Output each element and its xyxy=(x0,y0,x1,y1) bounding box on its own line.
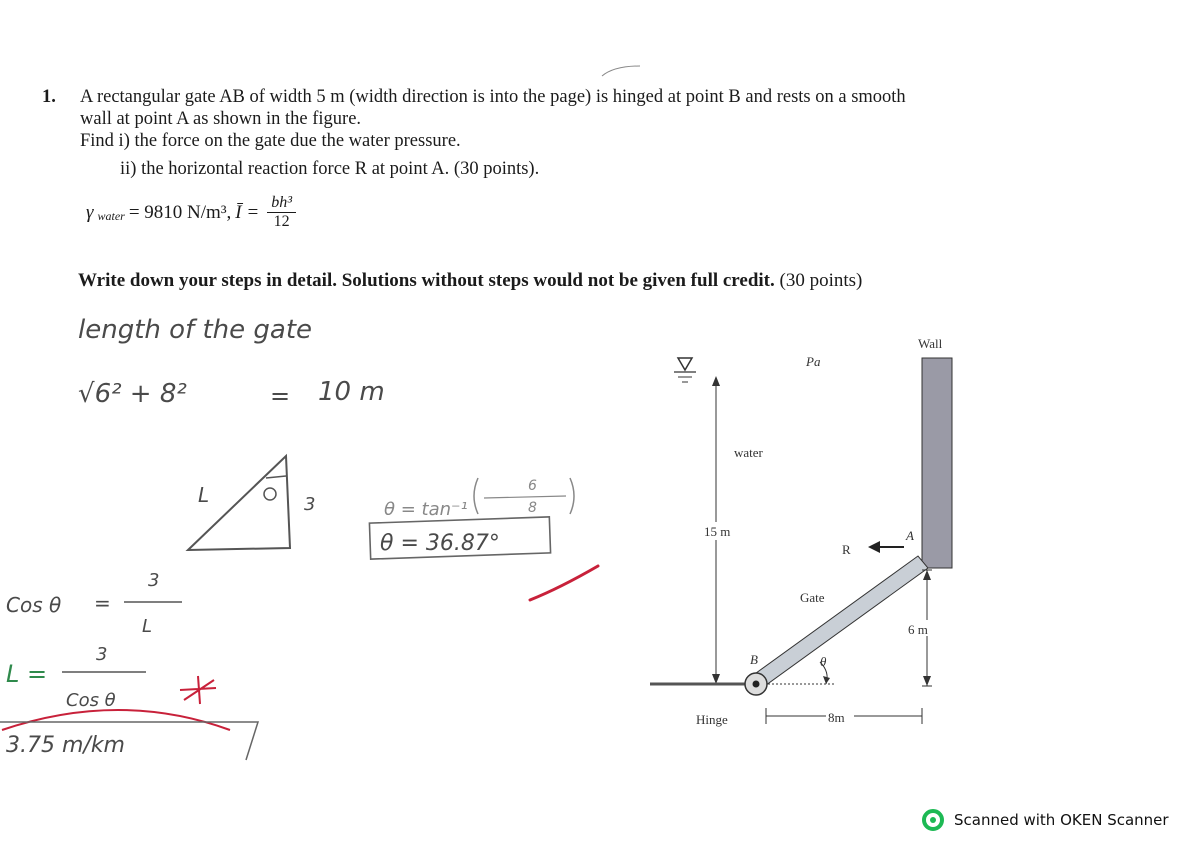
gate-label: Gate xyxy=(800,590,825,605)
hw-sqrt: √6² + 8² xyxy=(78,379,187,409)
height-label: 6 m xyxy=(908,622,928,637)
hw-theta-den: 8 xyxy=(528,500,537,516)
scanner-text: Scanned with OKEN Scanner xyxy=(954,811,1169,829)
a-label: A xyxy=(906,528,914,543)
hinge-label: Hinge xyxy=(696,712,728,727)
ibar-label: Ī = xyxy=(235,201,260,223)
question-line-1: A rectangular gate AB of width 5 m (width direction is into the page) is hinged at point B and rests on a smooth xyxy=(80,87,906,107)
gate xyxy=(752,556,928,688)
scan-speck xyxy=(600,60,644,80)
instruction-bold: Write down your steps in detail. Solutions without steps would not be given full credit. xyxy=(78,270,775,291)
question-line-3: Find i) the force on the gate due the water pressure. xyxy=(80,131,461,151)
hw-cos-lhs: Cos θ xyxy=(6,593,62,617)
b-label: B xyxy=(750,652,758,667)
hw-theta-result: θ = 36.87° xyxy=(380,531,500,556)
red-check-mark xyxy=(530,566,598,600)
hw-tri-side-l: L xyxy=(198,483,210,507)
width-label: 8m xyxy=(828,710,845,725)
water-label: water xyxy=(734,445,763,460)
red-circle-arc xyxy=(2,710,230,730)
question-number: 1. xyxy=(42,87,56,107)
hw-heading: length of the gate xyxy=(78,315,313,345)
question-line-2: wall at point A as shown in the figure. xyxy=(80,109,362,129)
instruction-points: (30 points) xyxy=(779,270,863,291)
hw-cos-num: 3 xyxy=(148,570,160,591)
theta-label: θ xyxy=(820,654,827,669)
hw-equals: = xyxy=(270,382,291,410)
hw-l-den: Cos θ xyxy=(66,690,116,711)
hw-result: 10 m xyxy=(318,377,385,407)
hw-bottom-partial: 3.75 m/km xyxy=(6,733,125,758)
hw-theta-num: 6 xyxy=(528,478,537,494)
r-label: R xyxy=(842,542,851,557)
pa-label: Pa xyxy=(806,354,821,369)
depth-label: 15 m xyxy=(704,524,731,539)
ibar-denominator: 12 xyxy=(273,213,290,230)
scanner-logo-icon xyxy=(922,808,946,832)
gamma-symbol: γ xyxy=(86,201,94,223)
wall xyxy=(922,358,952,568)
hw-cos-eq: = xyxy=(94,591,111,615)
hw-l-lhs: L = xyxy=(6,660,48,688)
hw-tri-side-3: 3 xyxy=(304,494,316,515)
water-surface-symbol xyxy=(674,358,696,382)
hw-cos-den: L xyxy=(142,616,153,637)
red-annotation xyxy=(180,676,216,704)
scanner-watermark xyxy=(922,808,1169,832)
gamma-value: = 9810 N/m³, xyxy=(128,201,232,223)
hw-theta-mark xyxy=(264,488,276,500)
wall-label: Wall xyxy=(918,336,943,351)
question-line-4: ii) the horizontal reaction force R at point A. (30 points). xyxy=(120,159,540,179)
ibar-numerator: bh³ xyxy=(267,194,296,213)
gate-figure xyxy=(640,330,980,750)
hw-l-num: 3 xyxy=(96,644,108,665)
gamma-subscript: water xyxy=(97,209,125,223)
hw-theta-eq: θ = tan⁻¹ xyxy=(384,499,468,520)
